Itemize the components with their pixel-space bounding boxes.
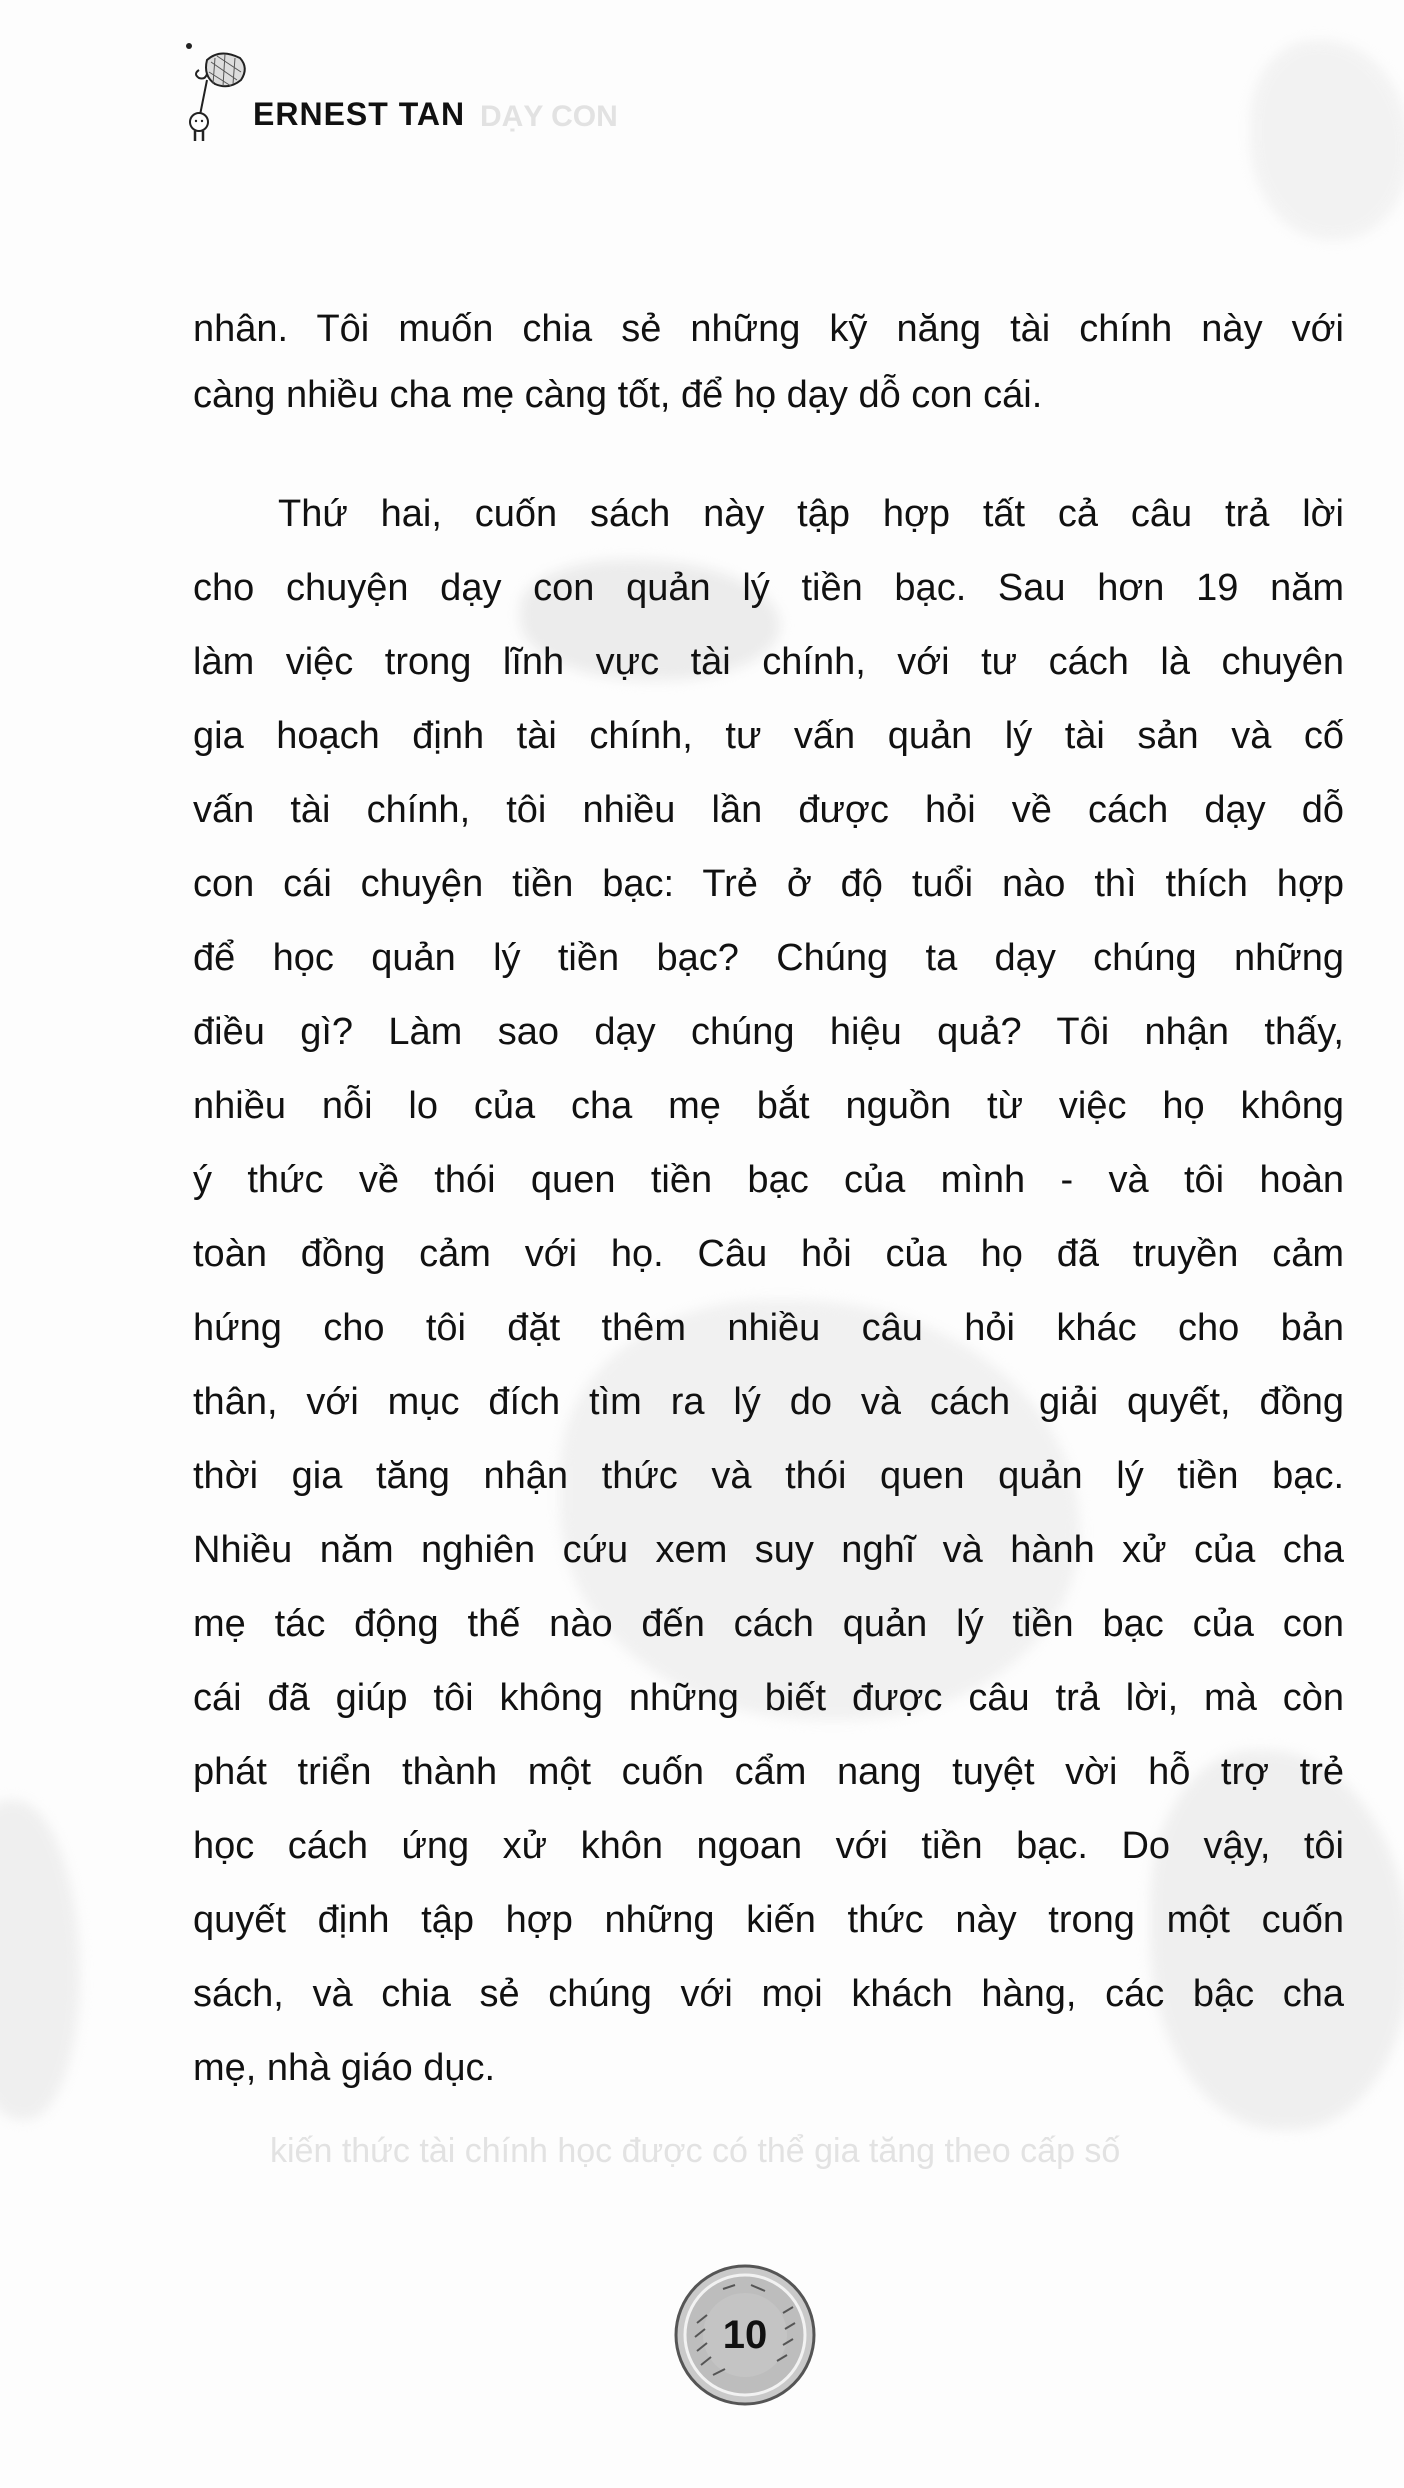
text-line: thân, với mục đích tìm ra lý do và cách giải quyết, đồng xyxy=(193,1381,1344,1423)
text-line: toàn đồng cảm với họ. Câu hỏi của họ đã truyền cảm xyxy=(193,1233,1344,1275)
text-line: ý thức về thói quen tiền bạc của mình - và tôi hoàn xyxy=(193,1159,1344,1201)
text-line: con cái chuyện tiền bạc: Trẻ ở độ tuổi nào thì thích hợp xyxy=(193,863,1344,905)
text-line: làm việc trong lĩnh vực tài chính, với tư cách là chuyên xyxy=(193,641,1344,683)
text-line: thời gia tăng nhận thức và thói quen quản lý tiền bạc. xyxy=(193,1455,1344,1497)
text-line: quyết định tập hợp những kiến thức này trong một cuốn xyxy=(193,1899,1344,1941)
kid-with-net-logo-icon xyxy=(185,40,255,145)
text-line: gia hoạch định tài chính, tư vấn quản lý tài sản và cố xyxy=(193,715,1344,757)
text-line: học cách ứng xử khôn ngoan với tiền bạc. Do vậy, tôi xyxy=(193,1825,1344,1867)
show-through-footer-text: kiến thức tài chính học được có thể gia tăng theo cấp số xyxy=(270,2132,1121,2170)
show-through-title: DẠY CON xyxy=(480,100,618,133)
author-name: ERNEST TAN xyxy=(253,96,466,132)
text-line: mẹ, nhà giáo dục. xyxy=(193,2047,496,2089)
text-line: nhân. Tôi muốn chia sẻ những kỹ năng tài chính này với xyxy=(193,308,1344,350)
text-line: phát triển thành một cuốn cẩm nang tuyệt vời hỗ trợ trẻ xyxy=(193,1751,1344,1793)
text-line: điều gì? Làm sao dạy chúng hiệu quả? Tôi nhận thấy, xyxy=(193,1011,1344,1053)
text-line: nhiều nỗi lo của cha mẹ bắt nguồn từ việc họ không xyxy=(193,1085,1344,1127)
text-line: càng nhiều cha mẹ càng tốt, để họ dạy dỗ con cái. xyxy=(193,374,1043,416)
text-line: cái đã giúp tôi không những biết được câu trả lời, mà còn xyxy=(193,1677,1344,1719)
text-line: mẹ tác động thế nào đến cách quản lý tiền bạc của con xyxy=(193,1603,1344,1645)
show-through-shape xyxy=(0,1800,80,2120)
text-line: Thứ hai, cuốn sách này tập hợp tất cả câu trả lời xyxy=(278,493,1344,535)
text-line: hứng cho tôi đặt thêm nhiều câu hỏi khác cho bản xyxy=(193,1307,1344,1349)
show-through-shape xyxy=(1250,40,1404,240)
text-line: sách, và chia sẻ chúng với mọi khách hàng, các bậc cha xyxy=(193,1973,1344,2015)
text-line: để học quản lý tiền bạc? Chúng ta dạy chúng những xyxy=(193,937,1344,979)
text-line: Nhiều năm nghiên cứu xem suy nghĩ và hành xử của cha xyxy=(193,1529,1344,1571)
page-number: 10 xyxy=(722,2313,768,2357)
text-line: cho chuyện dạy con quản lý tiền bạc. Sau hơn 19 năm xyxy=(193,567,1344,609)
text-line: vấn tài chính, tôi nhiều lần được hỏi về cách dạy dỗ xyxy=(193,789,1344,831)
